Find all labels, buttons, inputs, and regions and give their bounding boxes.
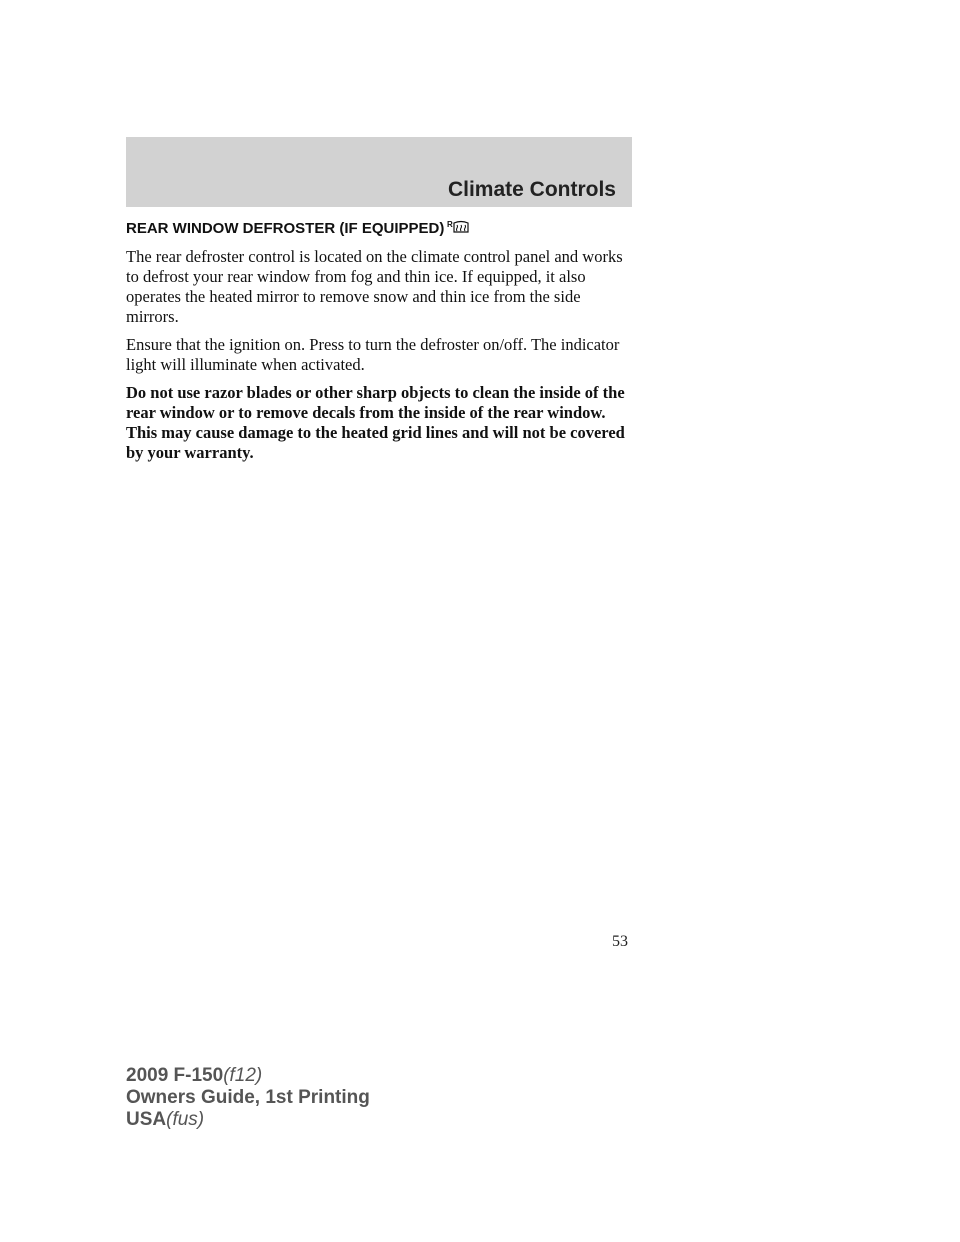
svg-text:R: R	[447, 220, 454, 229]
footer-market: USA	[126, 1109, 167, 1130]
warning-paragraph: Do not use razor blades or other sharp objects to clean the inside of the rear window or to remove decals from the inside of the rear window. This may cause damage to the heated grid lines and will not be covered by your warranty.	[126, 383, 625, 462]
paragraph-location: The rear defroster control is located on the climate control panel and works to defrost your rear window from fog and thin ice. If equipped, it also operates the heated mirror to remove snow and thin ice from the side mirrors.	[126, 247, 623, 326]
footer-line-model	[126, 1065, 370, 1087]
page-content	[126, 220, 632, 471]
footer-model-code: (f12)	[223, 1065, 263, 1086]
heading-text: REAR WINDOW DEFROSTER (IF EQUIPPED)	[126, 220, 445, 237]
section-header-band	[126, 137, 632, 207]
footer-model: 2009 F-150	[126, 1065, 224, 1086]
page-number: 53	[612, 933, 628, 950]
footer-line-market	[126, 1109, 370, 1131]
footer-line-guide	[126, 1087, 370, 1109]
print-footer	[126, 1065, 370, 1131]
paragraph-operation: Ensure that the ignition on. Press to turn the defroster on/off. The indicator light will illuminate when activated.	[126, 335, 620, 374]
rear-defrost-icon	[447, 219, 471, 235]
section-title: Climate Controls	[447, 178, 616, 201]
footer-market-code: (fus)	[166, 1109, 205, 1130]
section-heading	[126, 220, 632, 237]
footer-guide: Owners Guide, 1st Printing	[126, 1087, 370, 1108]
